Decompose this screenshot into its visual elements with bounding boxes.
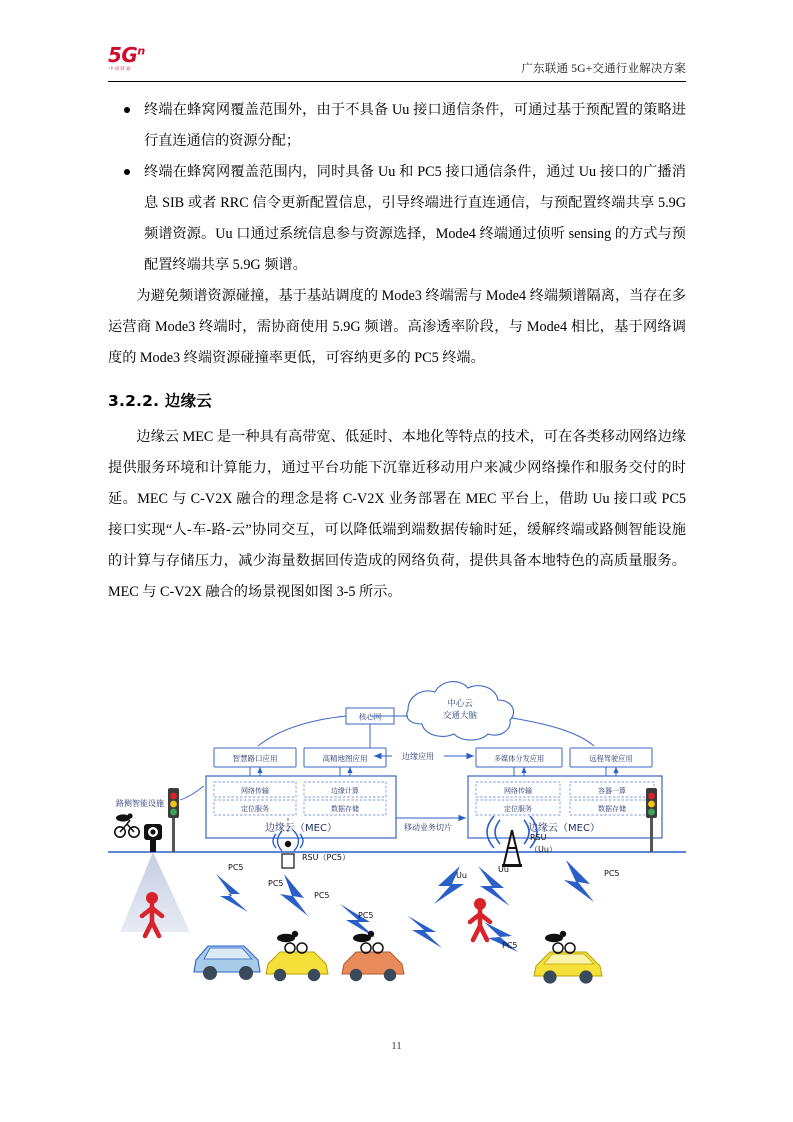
central-cloud-icon: [407, 682, 514, 740]
camera-left-icon: [144, 824, 162, 852]
camera-beam: [120, 852, 190, 932]
right-cap3-label: 定位服务: [504, 805, 532, 813]
list-item-text: 终端在蜂窝网覆盖范围外，由于不具备 Uu 接口通信条件，可通过基于预配置的策略进行直连通信的资源分配；: [144, 102, 686, 149]
right-app1-label: 多媒体分发应用: [493, 754, 545, 763]
right-mec-title: 边缘云（MEC）: [528, 823, 600, 834]
radio-links: [216, 860, 594, 952]
logo-subtitle: 中国联通: [109, 67, 132, 72]
rsu-right-label-2: （Uu）: [530, 845, 557, 854]
link-label-pc5-b: PC5: [314, 891, 330, 900]
right-cap1-label: 网络传输: [504, 787, 532, 795]
link-label-uu-b: Uu: [456, 871, 467, 880]
list-item: [108, 157, 686, 281]
core-network-label: 核心网: [358, 712, 382, 722]
link-label-pc5-f: PC5: [502, 941, 518, 950]
brand-logo: [108, 45, 145, 65]
page-header: [108, 42, 686, 86]
left-cap4-label: 数据存储: [331, 805, 359, 813]
cloud-label-line1: 中心云: [447, 699, 473, 709]
link-label-uu-a: Uu: [498, 865, 509, 874]
figure-mec-cv2x-scenario: [108, 660, 686, 1000]
cloud-label-line2: 交通大脑: [442, 711, 478, 721]
left-mec-title: 边缘云（MEC）: [265, 823, 337, 834]
link-label-pc5-d: PC5: [228, 863, 244, 872]
cyclist-on-yellow-left-icon: [277, 931, 307, 953]
page-number: 11: [391, 1040, 402, 1052]
paragraph-mode-spectrum: 为避免频谱资源碰撞，基于基站调度的 Mode3 终端需与 Mode4 终端频谱隔离，当存在多运营商 Mode3 终端时，需协商使用 5.9G 频谱。高渗透率阶段，与 Mode4 相比，基于网络调度的 Mode3 终端资源碰撞率更低，可容纳更多的 PC5 终端。: [108, 288, 686, 366]
left-mec-group: [206, 748, 396, 838]
pedestrian-right-icon: [470, 898, 490, 940]
page-content: [108, 95, 686, 608]
logo-superscript: n: [137, 44, 145, 58]
left-app2-label: 高精地图应用: [322, 754, 368, 763]
edge-app-label: 边缘应用: [402, 752, 434, 761]
vehicle-yellow-right-icon: [534, 952, 602, 984]
left-app1-label: 智慧路口应用: [232, 754, 278, 763]
cyclist-on-orange-icon: [353, 931, 383, 953]
rsu-right-label-1: RSU: [530, 833, 547, 842]
page-footer: [0, 1040, 793, 1052]
cyclist-left-icon: [115, 813, 139, 837]
link-label-pc5-e: PC5: [604, 869, 620, 878]
bullet-list: [108, 95, 686, 281]
left-cap1-label: 网络传输: [241, 787, 269, 795]
left-cap2-label: 边缘计算: [331, 787, 359, 795]
right-app2-label: 远程驾驶应用: [589, 754, 633, 763]
link-label-pc5-c: PC5: [358, 911, 374, 920]
right-cap4-label: 数据存储: [598, 805, 626, 813]
list-item-text: 终端在蜂窝网覆盖范围内，同时具备 Uu 和 PC5 接口通信条件，通过 Uu 接口的广播消息 SIB 或者 RRC 信令更新配置信息，引导终端进行直连通信，与预配置终端共享 5.9G 频谱资源。Uu 口通过系统信息参与资源选择，Mode4 终端通过侦听 sensing 的方式与预配置终端共享 5.9G 频谱。: [144, 164, 686, 273]
vehicle-orange-icon: [342, 952, 404, 981]
bullet-dot-icon: [124, 169, 130, 175]
rsu-left-label: RSU（PC5）: [302, 853, 350, 862]
bullet-dot-icon: [124, 107, 130, 113]
header-divider: [108, 81, 686, 82]
vehicle-blue-icon: [194, 946, 260, 980]
right-cap2-label: 容器一算: [598, 787, 626, 795]
header-title: 广东联通 5G+交通行业解决方案: [521, 63, 686, 75]
mobile-slice-label: 移动业务切片: [404, 823, 452, 832]
section-heading: 3.2.2. 边缘云: [108, 392, 212, 410]
roadside-label: 路侧智能设施: [116, 799, 164, 808]
vehicle-yellow-left-icon: [266, 952, 328, 981]
left-cap3-label: 定位服务: [241, 805, 269, 813]
list-item: [108, 95, 686, 157]
link-label-pc5-a: PC5: [268, 879, 284, 888]
cyclist-on-yellow-right-icon: [545, 931, 575, 953]
traffic-light-left-icon: [168, 788, 179, 852]
paragraph-mec: 边缘云 MEC 是一种具有高带宽、低延时、本地化等特点的技术，可在各类移动网络边缘提供服务环境和计算能力，通过平台功能下沉靠近移动用户来减少网络操作和服务交付的时延。MEC 与 C-V2X 融合的理念是将 C-V2X 业务部署在 MEC 平台上，借助 Uu 接口或 PC5 接口实现“人-车-路-云”协同交互，可以降低端到端数据传输时延，缓解终端或路侧智能设施的计算与存储压力，减少海量数据回传造成的网络负荷，提供具备本地特色的高质量服务。MEC 与 C-V2X 融合的场景视图如图 3-5 所示。: [108, 429, 686, 600]
logo-text: 5G: [108, 43, 138, 67]
